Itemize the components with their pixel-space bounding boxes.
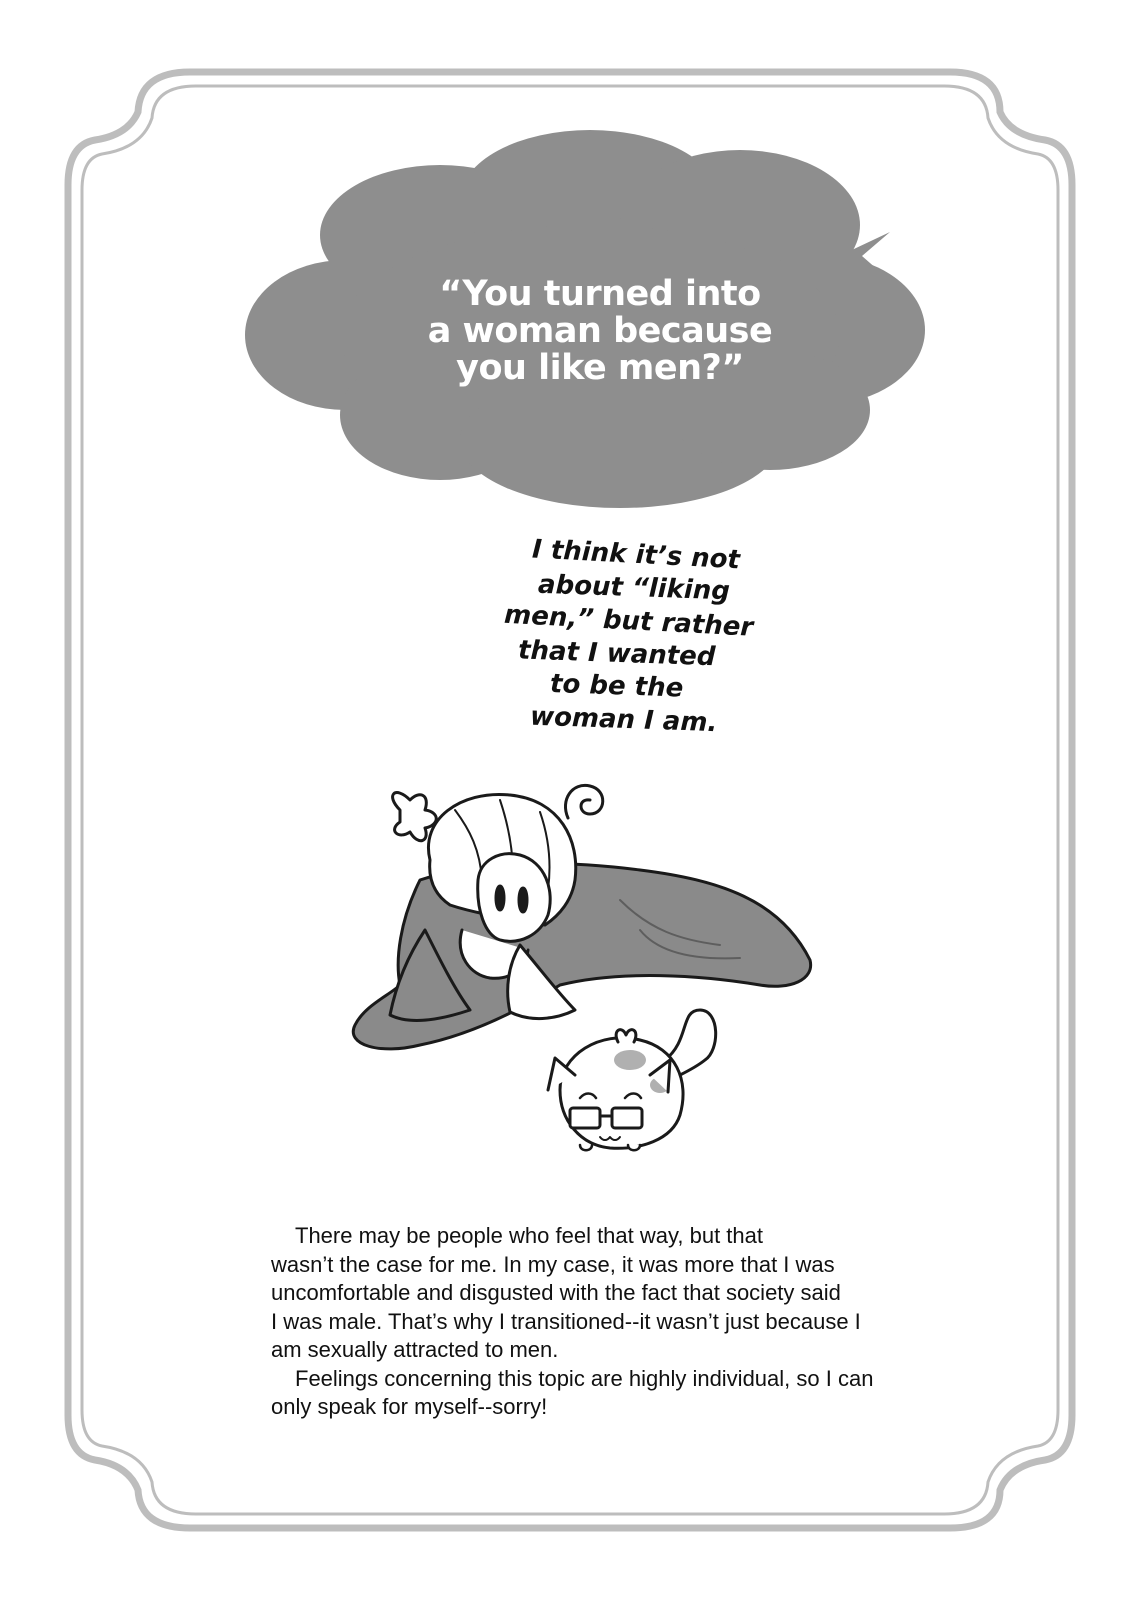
body-line-5: am sexually attracted to men. [271, 1337, 559, 1362]
chibi-woman-figure [353, 785, 810, 1048]
hair-swirl-icon [565, 785, 602, 818]
note-line-6: woman I am. [529, 701, 718, 739]
headline-line-2: a woman because [427, 311, 773, 351]
headline-line-3: you like men?” [456, 348, 744, 388]
note-line-1: I think it’s not [531, 534, 741, 576]
body-line-4: I was male. That’s why I transitioned--it wasn’t just because I [271, 1308, 861, 1334]
face [478, 854, 550, 942]
note-line-3: men,” but rather [503, 599, 754, 643]
body-line-3: uncomfortable and disgusted with the fact that society said [271, 1280, 841, 1305]
eye-icon [496, 886, 504, 910]
note-line-2: about “liking [537, 569, 731, 607]
body-line-2: wasn’t the case for me. In my case, it was more that I was [271, 1251, 835, 1277]
glasses-icon [570, 1108, 600, 1128]
body-line-6: Feelings concerning this topic are highly individual, so I can [295, 1365, 874, 1391]
body-line-7: only speak for myself--sorry! [271, 1394, 548, 1419]
body-paragraph [271, 1222, 941, 1422]
note-line-4: that I wanted [517, 635, 716, 673]
body-line-1: There may be people who feel that way, but that [295, 1223, 763, 1248]
headline-line-1: “You turned into [439, 274, 761, 314]
note-line-5: to be the [549, 668, 684, 704]
cat-with-glasses [548, 1010, 716, 1150]
